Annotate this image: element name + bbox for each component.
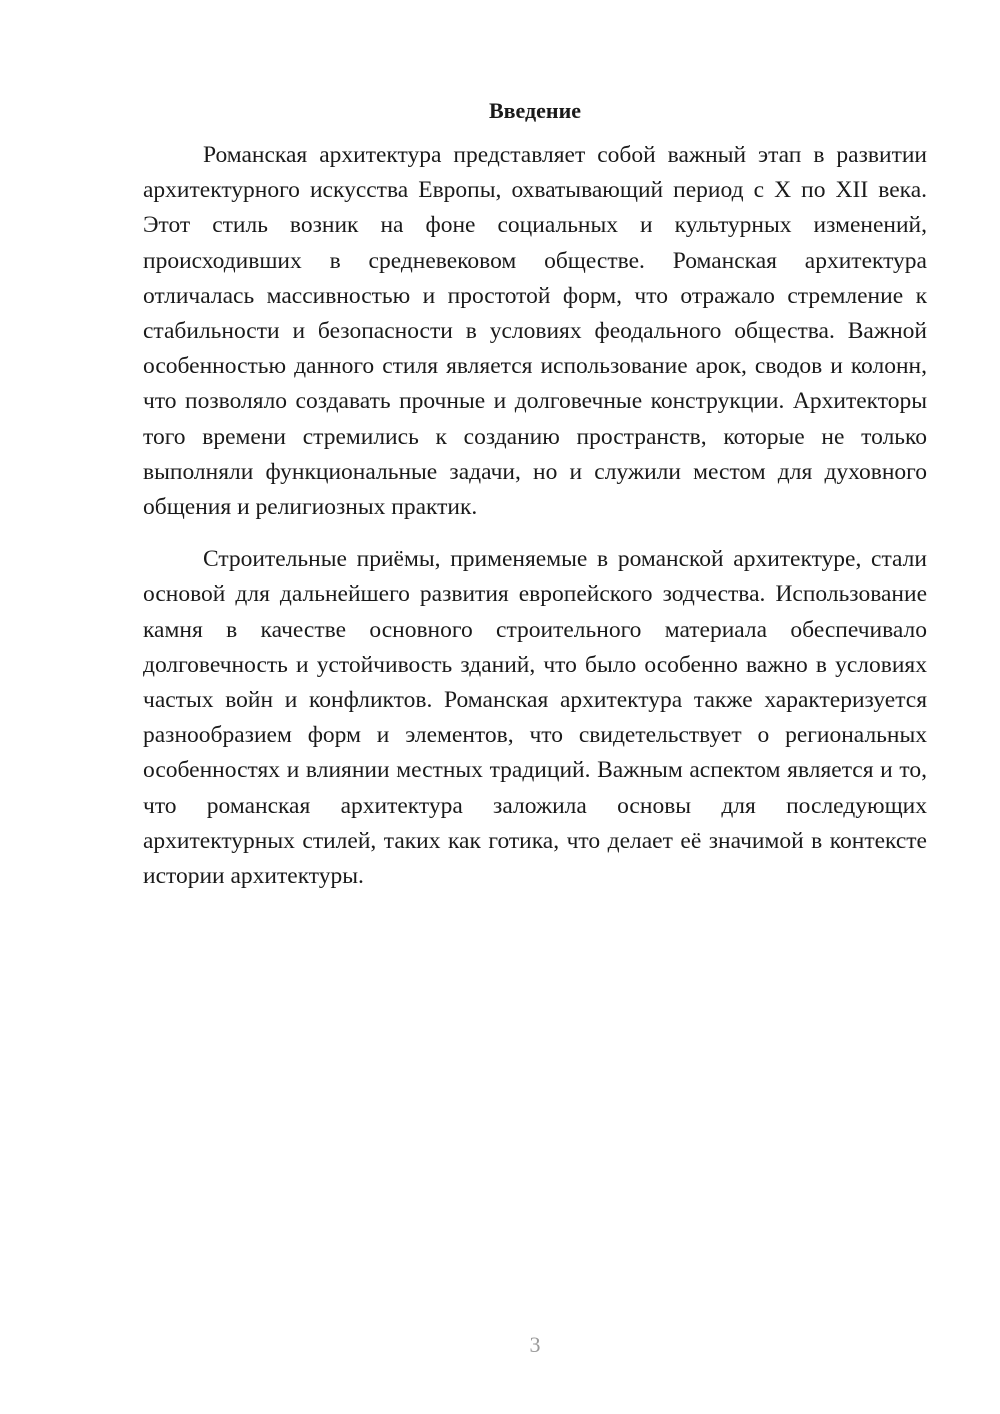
page-content — [143, 96, 927, 894]
paragraph-2: Строительные приёмы, применяемые в романской архитектуре, стали основой для дальнейшего развития европейского зодчества. Использование камня в качестве основного строительного материала обеспечивало долговечность и устойчивость зданий, что было особенно важно в условиях частых войн и конфликтов. Романская архитектура также характеризуется разнообразием форм и элементов, что свидетельствует о региональных особенностях и влиянии местных традиций. Важным аспектом является и то, что романская архитектура заложила основы для последующих архитектурных стилей, таких как готика, что делает её значимой в контексте истории архитектуры. — [143, 546, 927, 890]
page-number: 3 — [529, 1332, 541, 1357]
paragraph-1: Романская архитектура представляет собой важный этап в развитии архитектурного искусства Европы, охватывающий период с X по XII века. Этот стиль возник на фоне социальных и культурных изменений, происходивших в средневековом обществе. Романская архитектура отличалась массивностью и простотой форм, что отражало стремление к стабильности и безопасности в условиях феодального общества. Важной особенностью данного стиля является использование арок, сводов и колонн, что позволяло создавать прочные и долговечные конструкции. Архитекторы того времени стремились к созданию пространств, которые не только выполняли функциональные задачи, но и служили местом для духовного общения и религиозных практик. — [143, 142, 927, 521]
section-title: Введение — [488, 98, 582, 123]
